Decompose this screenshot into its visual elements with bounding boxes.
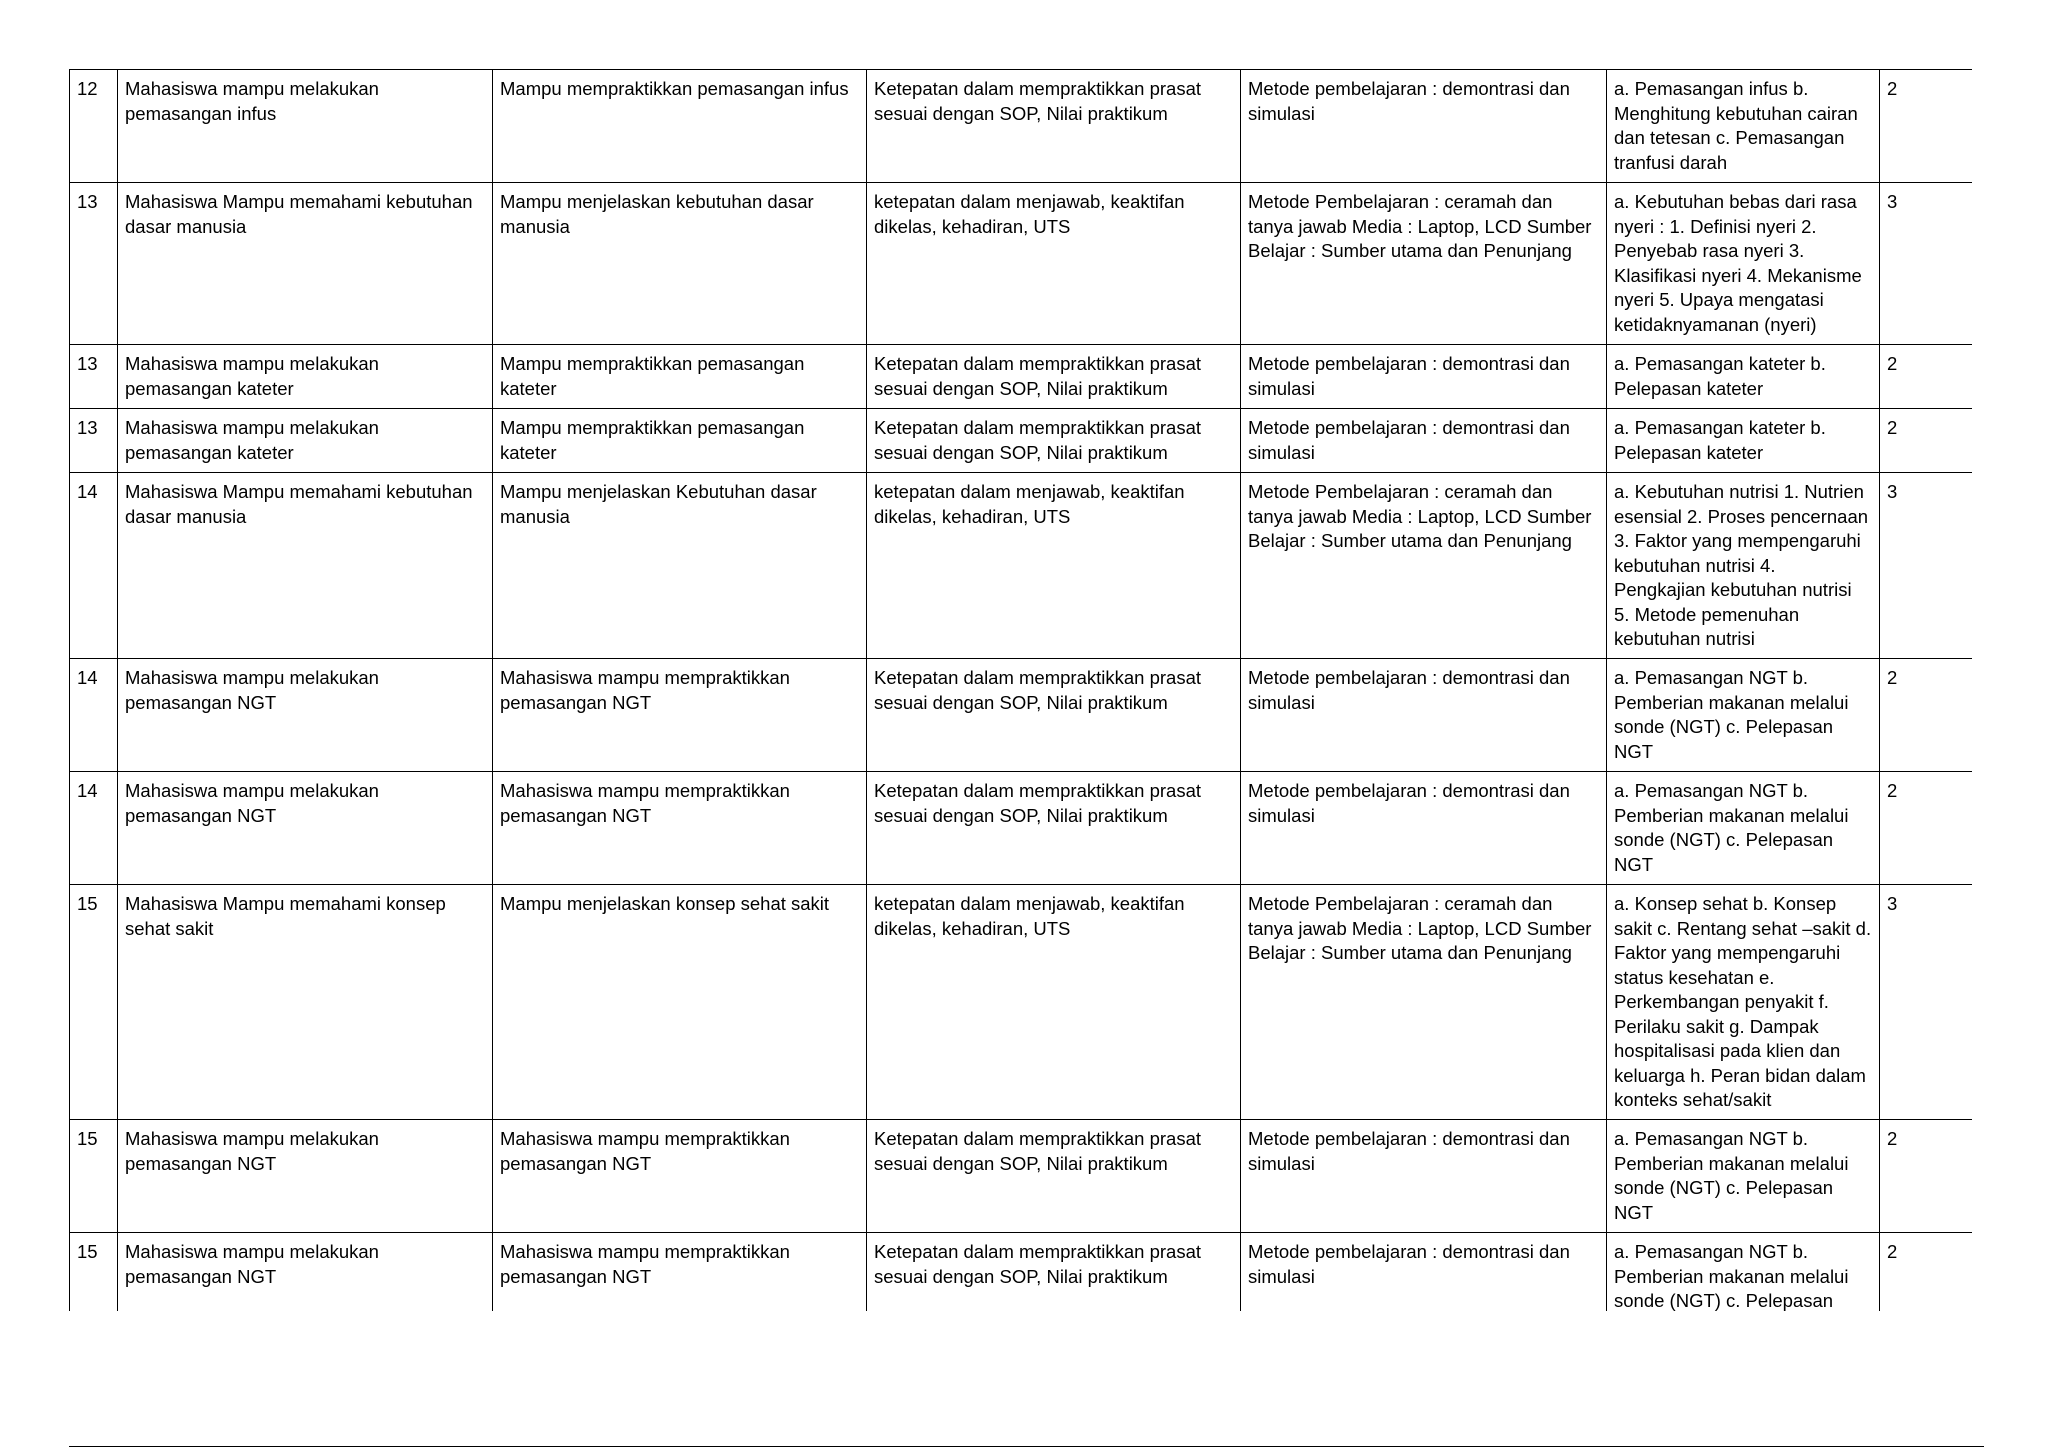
cell-kemampuan: Mampu mempraktikkan pemasangan infus [493, 70, 867, 183]
cell-waktu: 2 [1880, 772, 1973, 885]
cell-no: 13 [70, 183, 118, 345]
cell-no: 13 [70, 345, 118, 409]
cell-waktu: 2 [1880, 659, 1973, 772]
cell-materi: a. Pemasangan NGT b. Pemberian makanan melalui sonde (NGT) c. Pelepasan [1607, 1233, 1880, 1312]
cell-metode: Metode Pembelajaran : ceramah dan tanya jawab Media : Laptop, LCD Sumber Belajar : Sumber utama dan Penunjang [1241, 473, 1607, 659]
table-row [70, 409, 1973, 473]
cell-materi: a. Pemasangan NGT b. Pemberian makanan melalui sonde (NGT) c. Pelepasan NGT [1607, 659, 1880, 772]
table-row [70, 183, 1973, 345]
cell-no: 13 [70, 409, 118, 473]
cell-no: 14 [70, 659, 118, 772]
cell-materi: a. Kebutuhan nutrisi 1. Nutrien esensial 2. Proses pencernaan 3. Faktor yang mempengaruhi kebutuhan nutrisi 4. Pengkajian kebutuhan nutrisi 5. Metode pemenuhan kebutuhan nutrisi [1607, 473, 1880, 659]
cell-metode: Metode pembelajaran : demontrasi dan simulasi [1241, 70, 1607, 183]
cell-no: 15 [70, 885, 118, 1120]
cell-metode: Metode Pembelajaran : ceramah dan tanya jawab Media : Laptop, LCD Sumber Belajar : Sumber utama dan Penunjang [1241, 183, 1607, 345]
cell-indikator: ketepatan dalam menjawab, keaktifan dikelas, kehadiran, UTS [867, 183, 1241, 345]
cell-capaian: Mahasiswa mampu melakukan pemasangan kateter [118, 409, 493, 473]
table-row [70, 473, 1973, 659]
cell-metode: Metode pembelajaran : demontrasi dan simulasi [1241, 345, 1607, 409]
cell-capaian: Mahasiswa Mampu memahami konsep sehat sakit [118, 885, 493, 1120]
cell-no: 14 [70, 473, 118, 659]
cell-waktu: 2 [1880, 345, 1973, 409]
cell-kemampuan: Mampu mempraktikkan pemasangan kateter [493, 345, 867, 409]
cell-capaian: Mahasiswa mampu melakukan pemasangan NGT [118, 1233, 493, 1312]
cell-indikator: Ketepatan dalam mempraktikkan prasat sesuai dengan SOP, Nilai praktikum [867, 409, 1241, 473]
cell-indikator: ketepatan dalam menjawab, keaktifan dikelas, kehadiran, UTS [867, 885, 1241, 1120]
table-row [70, 345, 1973, 409]
cell-metode: Metode Pembelajaran : ceramah dan tanya jawab Media : Laptop, LCD Sumber Belajar : Sumber utama dan Penunjang [1241, 885, 1607, 1120]
cell-kemampuan: Mahasiswa mampu mempraktikkan pemasangan NGT [493, 1120, 867, 1233]
cell-kemampuan: Mampu menjelaskan kebutuhan dasar manusia [493, 183, 867, 345]
cell-metode: Metode pembelajaran : demontrasi dan simulasi [1241, 659, 1607, 772]
cell-indikator: Ketepatan dalam mempraktikkan prasat sesuai dengan SOP, Nilai praktikum [867, 70, 1241, 183]
cell-waktu: 3 [1880, 183, 1973, 345]
cell-materi: a. Konsep sehat b. Konsep sakit c. Rentang sehat –sakit d. Faktor yang mempengaruhi status kesehatan e. Perkembangan penyakit f. Perilaku sakit g. Dampak hospitalisasi pada klien dan keluarga h. Peran bidan dalam konteks sehat/sakit [1607, 885, 1880, 1120]
cell-materi: a. Kebutuhan bebas dari rasa nyeri : 1. Definisi nyeri 2. Penyebab rasa nyeri 3. Klasifikasi nyeri 4. Mekanisme nyeri 5. Upaya mengatasi ketidaknyamanan (nyeri) [1607, 183, 1880, 345]
cell-capaian: Mahasiswa mampu melakukan pemasangan kateter [118, 345, 493, 409]
cell-materi: a. Pemasangan NGT b. Pemberian makanan melalui sonde (NGT) c. Pelepasan NGT [1607, 772, 1880, 885]
course-plan-table [69, 69, 1972, 1311]
cell-waktu: 2 [1880, 1120, 1973, 1233]
cell-no: 15 [70, 1233, 118, 1312]
cell-metode: Metode pembelajaran : demontrasi dan simulasi [1241, 1233, 1607, 1312]
table-row [70, 659, 1973, 772]
cell-capaian: Mahasiswa Mampu memahami kebutuhan dasar manusia [118, 183, 493, 345]
cell-capaian: Mahasiswa mampu melakukan pemasangan NGT [118, 1120, 493, 1233]
cell-materi: a. Pemasangan kateter b. Pelepasan kateter [1607, 409, 1880, 473]
cell-indikator: Ketepatan dalam mempraktikkan prasat sesuai dengan SOP, Nilai praktikum [867, 772, 1241, 885]
cell-kemampuan: Mampu menjelaskan konsep sehat sakit [493, 885, 867, 1120]
cell-no: 14 [70, 772, 118, 885]
footer-rule [69, 1446, 1984, 1447]
cell-materi: a. Pemasangan infus b. Menghitung kebutuhan cairan dan tetesan c. Pemasangan tranfusi darah [1607, 70, 1880, 183]
cell-waktu: 2 [1880, 70, 1973, 183]
cell-kemampuan: Mahasiswa mampu mempraktikkan pemasangan NGT [493, 772, 867, 885]
cell-indikator: ketepatan dalam menjawab, keaktifan dikelas, kehadiran, UTS [867, 473, 1241, 659]
cell-waktu: 3 [1880, 885, 1973, 1120]
cell-kemampuan: Mampu menjelaskan Kebutuhan dasar manusia [493, 473, 867, 659]
table-row [70, 885, 1973, 1120]
cell-waktu: 2 [1880, 409, 1973, 473]
cell-materi: a. Pemasangan NGT b. Pemberian makanan melalui sonde (NGT) c. Pelepasan NGT [1607, 1120, 1880, 1233]
cell-materi: a. Pemasangan kateter b. Pelepasan kateter [1607, 345, 1880, 409]
table-viewport [69, 69, 1972, 1311]
cell-capaian: Mahasiswa mampu melakukan pemasangan NGT [118, 659, 493, 772]
cell-indikator: Ketepatan dalam mempraktikkan prasat sesuai dengan SOP, Nilai praktikum [867, 659, 1241, 772]
cell-kemampuan: Mampu mempraktikkan pemasangan kateter [493, 409, 867, 473]
cell-capaian: Mahasiswa mampu melakukan pemasangan NGT [118, 772, 493, 885]
table-row [70, 1233, 1973, 1312]
cell-metode: Metode pembelajaran : demontrasi dan simulasi [1241, 409, 1607, 473]
table-row [70, 70, 1973, 183]
cell-kemampuan: Mahasiswa mampu mempraktikkan pemasangan NGT [493, 1233, 867, 1312]
cell-no: 12 [70, 70, 118, 183]
cell-kemampuan: Mahasiswa mampu mempraktikkan pemasangan NGT [493, 659, 867, 772]
cell-capaian: Mahasiswa Mampu memahami kebutuhan dasar manusia [118, 473, 493, 659]
cell-no: 15 [70, 1120, 118, 1233]
cell-waktu: 2 [1880, 1233, 1973, 1312]
cell-indikator: Ketepatan dalam mempraktikkan prasat sesuai dengan SOP, Nilai praktikum [867, 345, 1241, 409]
cell-waktu: 3 [1880, 473, 1973, 659]
cell-metode: Metode pembelajaran : demontrasi dan simulasi [1241, 1120, 1607, 1233]
cell-metode: Metode pembelajaran : demontrasi dan simulasi [1241, 772, 1607, 885]
cell-indikator: Ketepatan dalam mempraktikkan prasat sesuai dengan SOP, Nilai praktikum [867, 1120, 1241, 1233]
table-row [70, 772, 1973, 885]
cell-capaian: Mahasiswa mampu melakukan pemasangan infus [118, 70, 493, 183]
cell-indikator: Ketepatan dalam mempraktikkan prasat sesuai dengan SOP, Nilai praktikum [867, 1233, 1241, 1312]
table-row [70, 1120, 1973, 1233]
